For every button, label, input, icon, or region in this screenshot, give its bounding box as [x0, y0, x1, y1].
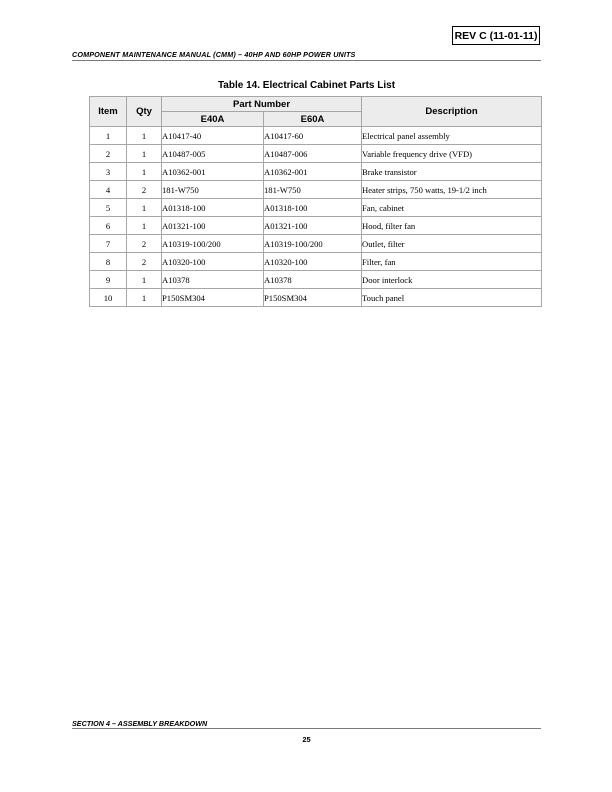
footer-divider	[72, 728, 541, 729]
qty-cell: 2	[127, 235, 162, 253]
description-cell: Outlet, filter	[362, 235, 542, 253]
item-cell: 2	[90, 145, 127, 163]
column-header-qty: Qty	[127, 97, 162, 127]
table-row	[90, 163, 542, 181]
e60a-part-cell: A10487-006	[264, 145, 362, 163]
item-cell: 8	[90, 253, 127, 271]
table-row	[90, 253, 542, 271]
parts-table	[89, 96, 542, 307]
e60a-part-cell: 181-W750	[264, 181, 362, 199]
qty-cell: 1	[127, 163, 162, 181]
description-cell: Heater strips, 750 watts, 19-1/2 inch	[362, 181, 542, 199]
e40a-part-cell: A10362-001	[162, 163, 264, 181]
table-row	[90, 199, 542, 217]
qty-cell: 2	[127, 181, 162, 199]
qty-cell: 1	[127, 145, 162, 163]
column-header-description: Description	[362, 97, 542, 127]
section-title: SECTION 4 – ASSEMBLY BREAKDOWN	[72, 719, 208, 728]
qty-cell: 2	[127, 253, 162, 271]
e40a-part-cell: A01321-100	[162, 217, 264, 235]
qty-cell: 1	[127, 289, 162, 307]
e40a-part-cell: 181-W750	[162, 181, 264, 199]
item-cell: 7	[90, 235, 127, 253]
manual-title: COMPONENT MAINTENANCE MANUAL (CMM) – 40HP AND 60HP POWER UNITS	[72, 50, 356, 59]
e40a-part-cell: A01318-100	[162, 199, 264, 217]
table-row	[90, 217, 542, 235]
page-number: 25	[302, 735, 311, 744]
description-cell: Fan, cabinet	[362, 199, 542, 217]
description-cell: Hood, filter fan	[362, 217, 542, 235]
item-cell: 1	[90, 127, 127, 145]
e40a-part-cell: A10417-40	[162, 127, 264, 145]
description-cell: Electrical panel assembly	[362, 127, 542, 145]
qty-cell: 1	[127, 127, 162, 145]
table-row	[90, 145, 542, 163]
description-cell: Door interlock	[362, 271, 542, 289]
description-cell: Variable frequency drive (VFD)	[362, 145, 542, 163]
revision-box: REV C (11-01-11)	[452, 26, 540, 45]
e60a-part-cell: A10319-100/200	[264, 235, 362, 253]
e40a-part-cell: A10487-005	[162, 145, 264, 163]
e60a-part-cell: A01318-100	[264, 199, 362, 217]
item-cell: 4	[90, 181, 127, 199]
qty-cell: 1	[127, 199, 162, 217]
header-divider	[72, 60, 541, 61]
e60a-part-cell: A10417-60	[264, 127, 362, 145]
e40a-part-cell: P150SM304	[162, 289, 264, 307]
table-row	[90, 127, 542, 145]
table-row	[90, 289, 542, 307]
e60a-part-cell: A10362-001	[264, 163, 362, 181]
e40a-part-cell: A10378	[162, 271, 264, 289]
column-header-e60a: E60A	[264, 112, 362, 127]
table-title: Table 14. Electrical Cabinet Parts List	[217, 80, 396, 91]
item-cell: 10	[90, 289, 127, 307]
column-header-part-number: Part Number	[162, 97, 362, 112]
item-cell: 5	[90, 199, 127, 217]
item-cell: 9	[90, 271, 127, 289]
item-cell: 3	[90, 163, 127, 181]
qty-cell: 1	[127, 217, 162, 235]
e40a-part-cell: A10319-100/200	[162, 235, 264, 253]
table-row	[90, 181, 542, 199]
table-row	[90, 235, 542, 253]
e60a-part-cell: P150SM304	[264, 289, 362, 307]
description-cell: Touch panel	[362, 289, 542, 307]
e40a-part-cell: A10320-100	[162, 253, 264, 271]
e60a-part-cell: A10378	[264, 271, 362, 289]
column-header-item: Item	[90, 97, 127, 127]
e60a-part-cell: A10320-100	[264, 253, 362, 271]
description-cell: Brake transistor	[362, 163, 542, 181]
e60a-part-cell: A01321-100	[264, 217, 362, 235]
qty-cell: 1	[127, 271, 162, 289]
column-header-e40a: E40A	[162, 112, 264, 127]
description-cell: Filter, fan	[362, 253, 542, 271]
item-cell: 6	[90, 217, 127, 235]
table-row	[90, 271, 542, 289]
